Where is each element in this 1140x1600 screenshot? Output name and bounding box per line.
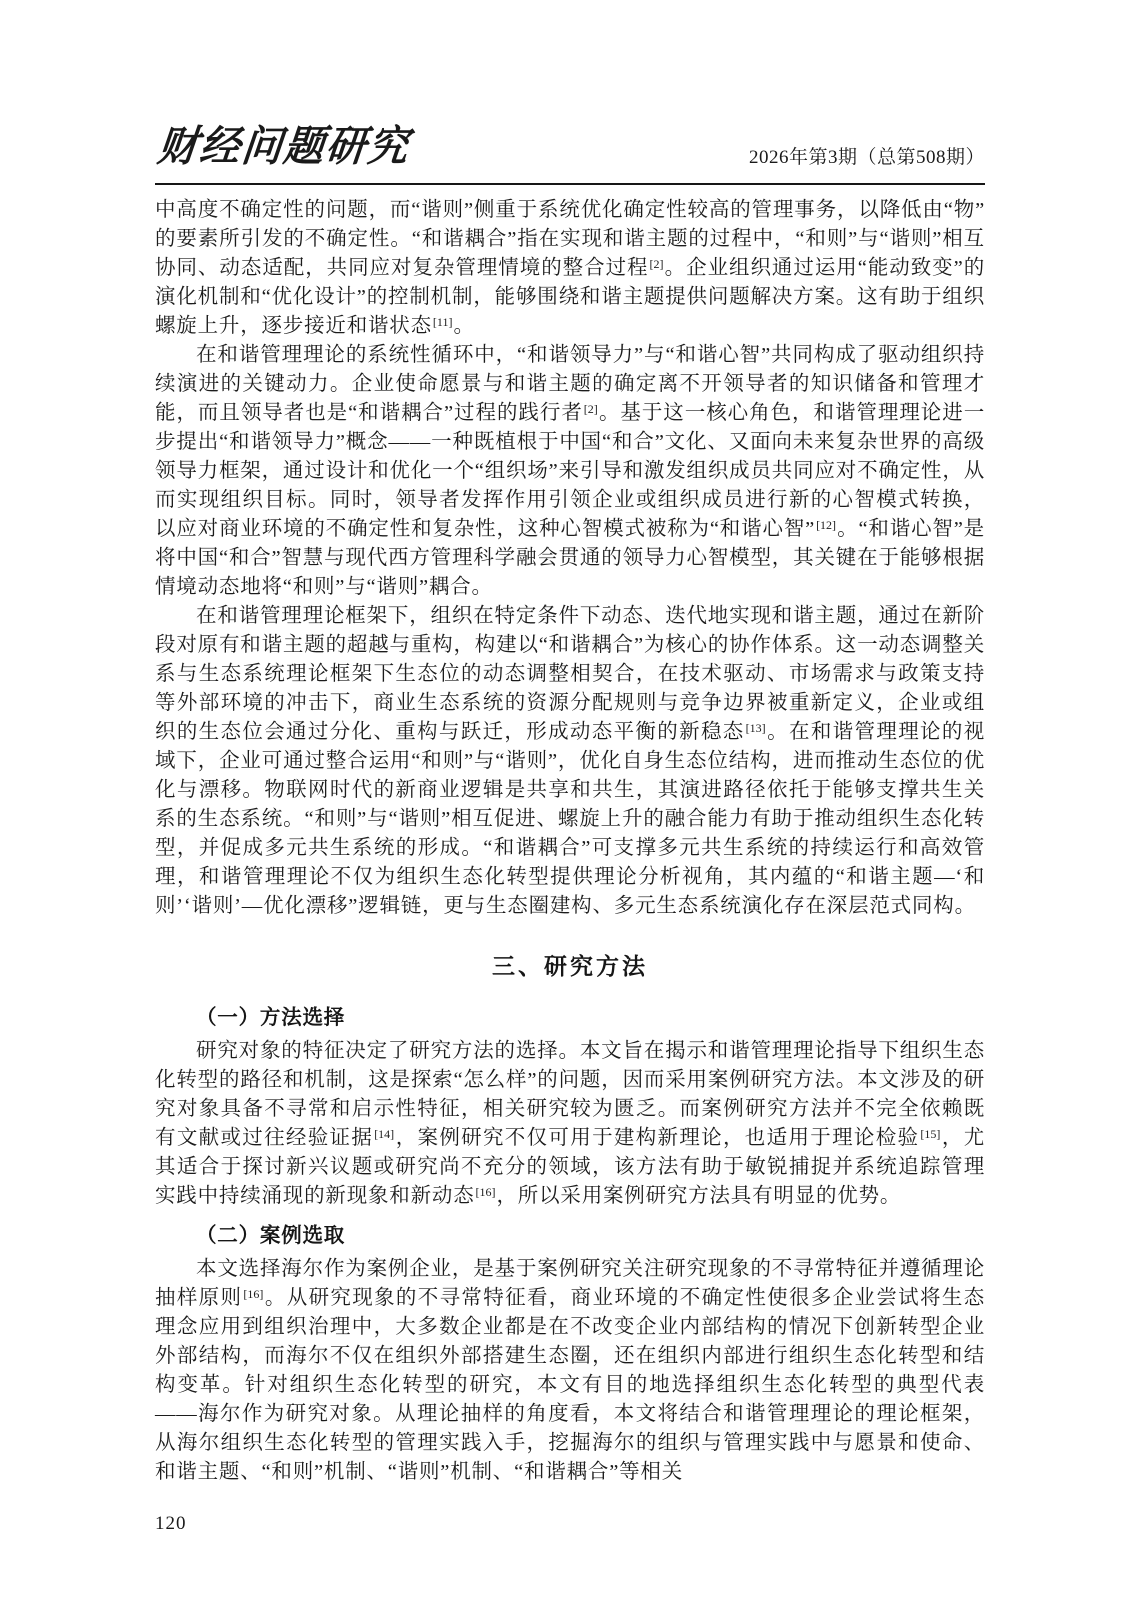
journal-logo-calligraphy: 财经问题研究 xyxy=(155,121,413,171)
citation-ref: [16] xyxy=(243,1287,264,1301)
subsection-heading-method-selection: （一）方法选择 xyxy=(196,1006,346,1029)
citation-ref: [2] xyxy=(649,257,664,271)
article-body xyxy=(155,196,985,1487)
citation-ref: [2] xyxy=(583,402,598,416)
page-header xyxy=(155,0,985,183)
paragraph-harmony-framework-ecosystem: 在和谐管理理论框架下，组织在特定条件下动态、迭代地实现和谐主题，通过在新阶段对原有和谐主题的超越与重构，构建以“和谐耦合”为核心的协作体系。这一动态调整关系与生态系统理论框架下生态位的动态调整相契合，在技术驱动、市场需求与政策支持等外部环境的冲击下，商业生态系统的资源分配规则与竞争边界被重新定义，企业或组织的生态位会通过分化、重构与跃迁，形成动态平衡的新稳态[13]。在和谐管理理论的视域下，企业可通过整合运用“和则”与“谐则”，优化自身生态位结构，进而推动生态位的优化与漂移。物联网时代的新商业逻辑是共享和共生，其演进路径依托于能够支撑共生关系的生态系统。“和则”与“谐则”相互促进、螺旋上升的融合能力有助于推动组织生态化转型，并促成多元共生系统的形成。“和谐耦合”可支撑多元共生系统的持续运行和高效管理，和谐管理理论不仅为组织生态化转型提供理论分析视角，其内蕴的“和谐主题—‘和则’‘谐则’—优化漂移”逻辑链，更与生态圈建构、多元生态系统演化存在深层范式同构。 xyxy=(155,605,986,917)
citation-ref: [13] xyxy=(745,721,766,735)
citation-ref: [16] xyxy=(475,1185,496,1199)
subsection-heading-case-selection: （二）案例选取 xyxy=(196,1224,346,1247)
paragraph-continuation: 中高度不确定性的问题，而“谐则”侧重于系统优化确定性较高的管理事务，以降低由“物”的要素所引发的不确定性。“和谐耦合”指在实现和谐主题的过程中，“和则”与“谐则”相互协同、动态适配，共同应对复杂管理情境的整合过程[2]。企业组织通过运用“能动致变”的演化机制和“优化设计”的控制机制，能够围绕和谐主题提供问题解决方案。这有助于组织螺旋上升，逐步接近和谐状态[11]。 xyxy=(155,199,985,337)
citation-ref: [14] xyxy=(374,1127,395,1141)
page-number: 120 xyxy=(155,1513,187,1534)
paragraph-method-selection: 研究对象的特征决定了研究方法的选择。本文旨在揭示和谐管理理论指导下组织生态化转型的路径和机制，这是探索“怎么样”的问题，因而采用案例研究方法。本文涉及的研究对象具备不寻常和启示性特征，相关研究较为匮乏。而案例研究方法并不完全依赖既有文献或过往经验证据[14]，案例研究不仅可用于建构新理论，也适用于理论检验[15]，尤其适合于探讨新兴议题或研究尚不充分的领域，该方法有助于敏锐捕捉并系统追踪管理实践中持续涌现的新现象和新动态[16]，所以采用案例研究方法具有明显的优势。 xyxy=(155,1040,985,1207)
citation-ref: [15] xyxy=(920,1127,941,1141)
paragraph-case-selection: 本文选择海尔作为案例企业，是基于案例研究关注研究现象的不寻常特征并遵循理论抽样原则[16]。从研究现象的不寻常特征看，商业环境的不确定性使很多企业尝试将生态理念应用到组织治理中，大多数企业都是在不改变企业内部结构的情况下创新转型企业外部结构，而海尔不仅在组织外部搭建生态圈，还在组织内部进行组织生态化转型和结构变革。针对组织生态化转型的研究，本文有目的地选择组织生态化转型的典型代表——海尔作为研究对象。从理论抽样的角度看，本文将结合和谐管理理论的理论框架，从海尔组织生态化转型的管理实践入手，挖掘海尔的组织与管理实践中与愿景和使命、和谐主题、“和则”机制、“谐则”机制、“和谐耦合”等相关 xyxy=(155,1258,985,1483)
section-heading-research-methods: 三、研究方法 xyxy=(492,953,648,979)
page-footer xyxy=(155,1513,985,1535)
issue-info: 2026年第3期（总第508期） xyxy=(748,147,985,168)
citation-ref: [12] xyxy=(816,518,837,532)
header-divider-rule xyxy=(155,183,985,185)
citation-ref: [11] xyxy=(432,315,453,329)
paragraph-harmony-leadership: 在和谐管理理论的系统性循环中，“和谐领导力”与“和谐心智”共同构成了驱动组织持续演进的关键动力。企业使命愿景与和谐主题的确定离不开领导者的知识储备和管理才能，而且领导者也是“和谐耦合”过程的践行者[2]。基于这一核心角色，和谐管理理论进一步提出“和谐领导力”概念——一种既植根于中国“和合”文化、又面向未来复杂世界的高级领导力框架，通过设计和优化一个“组织场”来引导和激发组织成员共同应对不确定性，从而实现组织目标。同时，领导者发挥作用引领企业或组织成员进行新的心智模式转换，以应对商业环境的不确定性和复杂性，这种心智模式被称为“和谐心智”[12]。“和谐心智”是将中国“和合”智慧与现代西方管理科学融会贯通的领导力心智模型，其关键在于能够根据情境动态地将“和则”与“谐则”耦合。 xyxy=(155,344,985,598)
